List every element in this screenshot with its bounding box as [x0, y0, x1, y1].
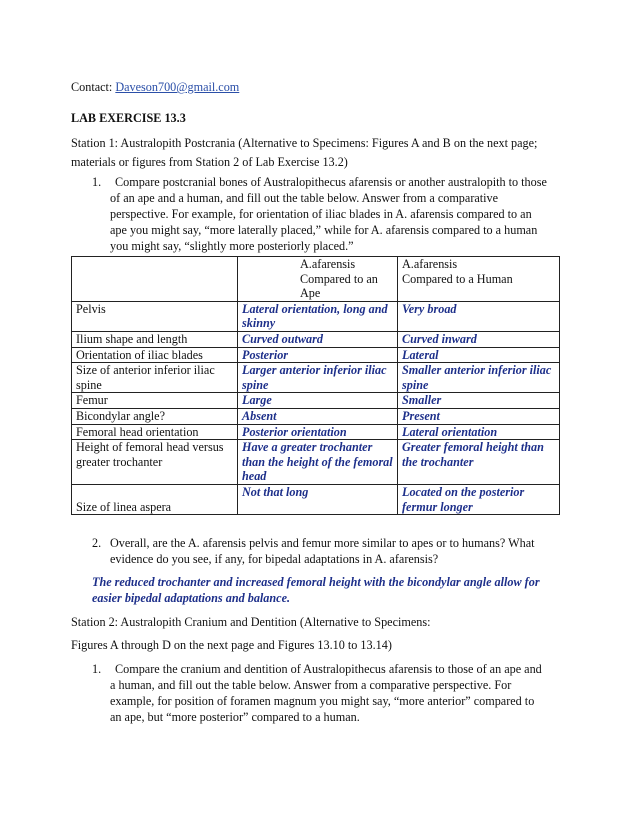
table-row [72, 484, 560, 514]
station2-line2: Figures A through D on the next page and Figures 13.10 to 13.14) [71, 638, 392, 652]
table-row [72, 331, 560, 347]
row-ape-value: Large [238, 393, 398, 409]
station1-line2: materials or figures from Station 2 of Lab Exercise 13.2) [71, 155, 348, 169]
row-human-value: Curved inward [398, 331, 560, 347]
table-row [72, 424, 560, 440]
row-ape-value: Absent [238, 408, 398, 424]
table-header-ape: A.afarensis Compared to an Ape [238, 257, 398, 302]
row-human-value: Smaller [398, 393, 560, 409]
table-header-row [72, 257, 560, 302]
row-label: Height of femoral head versus greater trochanter [72, 440, 238, 485]
row-human-value: Smaller anterior inferior iliac spine [398, 363, 560, 393]
row-label: Pelvis [72, 301, 238, 331]
row-label: Bicondylar angle? [72, 408, 238, 424]
row-ape-value: Posterior [238, 347, 398, 363]
row-human-value: Present [398, 408, 560, 424]
station1-q1-number: 1. [92, 175, 102, 189]
station1-q1-text-4: ape you might say, “more laterally placed,” while for A. afarensis compared to a human [110, 223, 538, 237]
row-label: Size of anterior inferior iliac spine [72, 363, 238, 393]
station1-line1: Station 1: Australopith Postcrania (Alternative to Specimens: Figures A and B on the next page; [71, 136, 538, 150]
row-ape-value: Curved outward [238, 331, 398, 347]
row-label: Orientation of iliac blades [72, 347, 238, 363]
q2-text-2: evidence do you see, if any, for bipedal adaptations in A. afarensis? [110, 552, 439, 566]
row-human-value: Greater femoral height than the trochanter [398, 440, 560, 485]
q2-answer-2: easier bipedal adaptations and balance. [92, 591, 291, 605]
row-label: Ilium shape and length [72, 331, 238, 347]
contact-label: Contact: [71, 80, 113, 94]
station1-q1-text-5: you might say, “slightly more posteriorly placed.” [110, 239, 354, 253]
station1-q1-text-2: of an ape and a human, and fill out the table below. Answer from a comparative [110, 191, 499, 205]
row-human-value: Lateral orientation [398, 424, 560, 440]
contact-line [71, 80, 239, 95]
table-header-human: A.afarensis Compared to a Human [398, 257, 560, 302]
station2-line1: Station 2: Australopith Cranium and Dentition (Alternative to Specimens: [71, 615, 431, 629]
table-row [72, 408, 560, 424]
row-human-value: Located on the posterior fermur longer [398, 484, 560, 514]
station2-q1-text-1: Compare the cranium and dentition of Australopithecus afarensis to those of an ape and [115, 662, 542, 676]
table-row [72, 363, 560, 393]
station2-q1-text-2: a human, and fill out the table below. Answer from a comparative perspective. For [110, 678, 512, 692]
postcrania-table [71, 256, 560, 515]
row-human-value: Lateral [398, 347, 560, 363]
row-ape-value: Have a greater trochanter than the height of the femoral head [238, 440, 398, 485]
table-row [72, 440, 560, 485]
lab-title: LAB EXERCISE 13.3 [71, 111, 186, 125]
row-ape-value: Posterior orientation [238, 424, 398, 440]
table-row [72, 393, 560, 409]
station2-q1-text-4: an ape, but “more posterior” compared to a human. [110, 710, 360, 724]
row-ape-value: Lateral orientation, long and skinny [238, 301, 398, 331]
table-row [72, 347, 560, 363]
station1-q1-text-3: perspective. For example, for orientation of iliac blades in A. afarensis compared to an [110, 207, 532, 221]
station2-q1-text-3: example, for position of foramen magnum you might say, “more anterior” compared to [110, 694, 535, 708]
station1-q1-text-1: Compare postcranial bones of Australopithecus afarensis or another australopith to those [115, 175, 547, 189]
row-label: Femur [72, 393, 238, 409]
row-label: Size of linea aspera [72, 484, 238, 514]
table-header-blank [72, 257, 238, 302]
row-label: Femoral head orientation [72, 424, 238, 440]
row-human-value: Very broad [398, 301, 560, 331]
q2-text-1: Overall, are the A. afarensis pelvis and femur more similar to apes or to humans? What [110, 536, 535, 550]
row-ape-value: Not that long [238, 484, 398, 514]
contact-email-link[interactable]: Daveson700@gmail.com [115, 80, 240, 94]
q2-answer-1: The reduced trochanter and increased femoral height with the bicondylar angle allow for [92, 575, 540, 589]
station2-q1-number: 1. [92, 662, 102, 676]
table-row [72, 301, 560, 331]
row-ape-value: Larger anterior inferior iliac spine [238, 363, 398, 393]
q2-number: 2. [92, 536, 102, 550]
